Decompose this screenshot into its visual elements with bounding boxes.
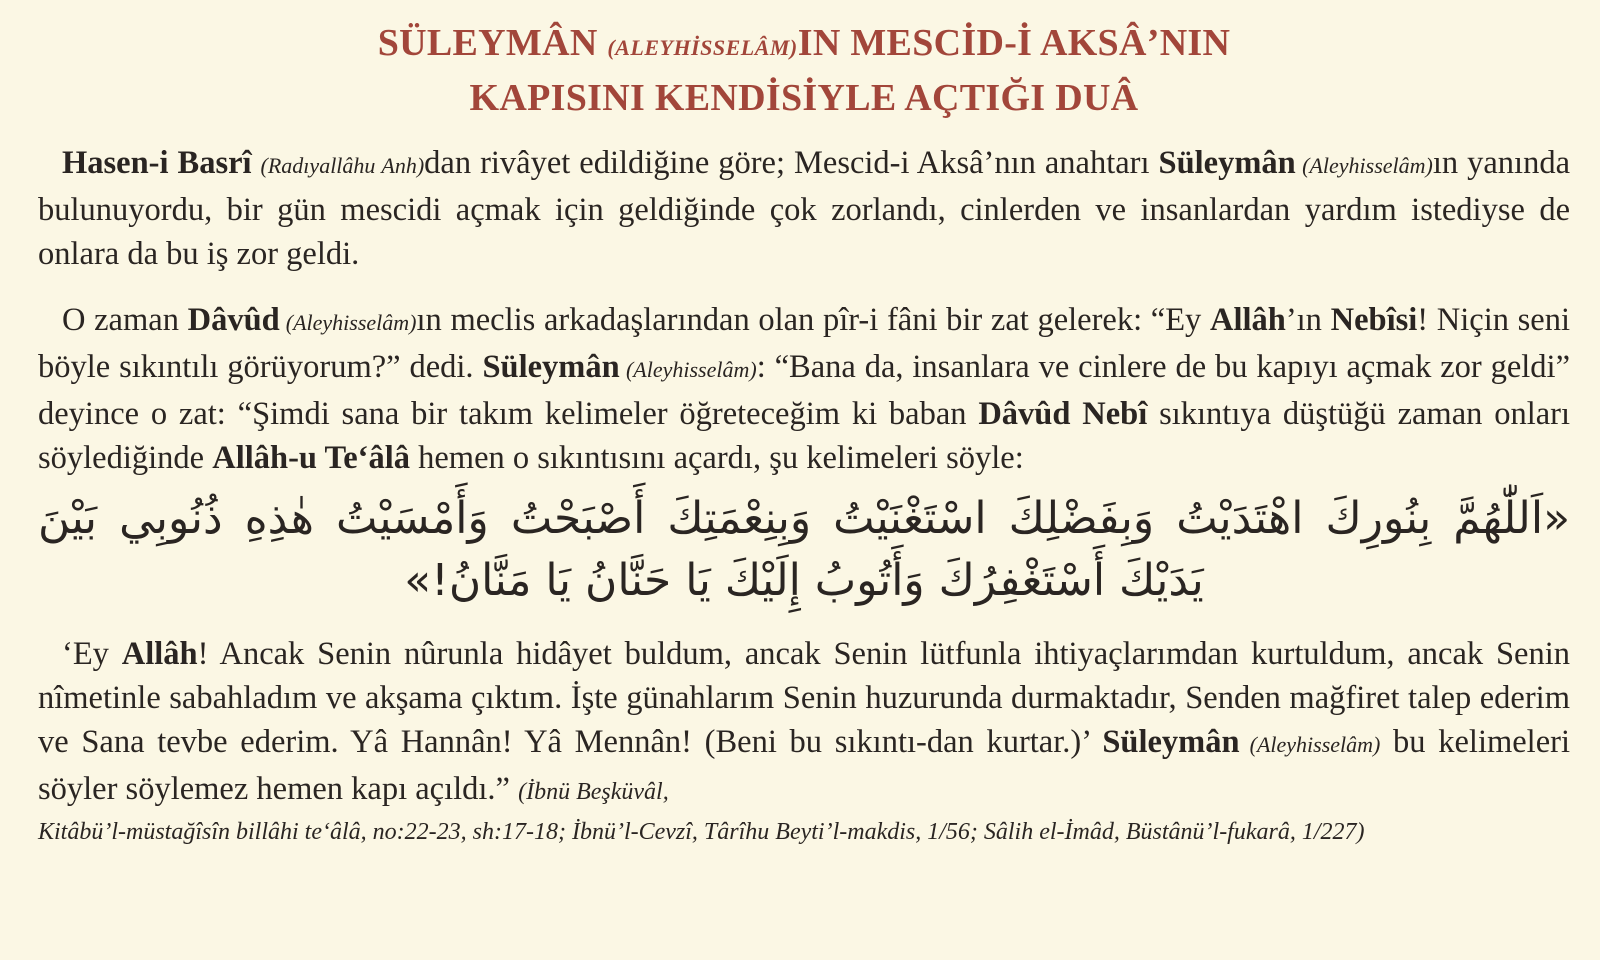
source-citation-start: (İbnü Beşküvâl, [518, 779, 669, 805]
paragraph-3 [38, 632, 1570, 814]
paragraph-1 [38, 141, 1570, 276]
title-honorific: (ALEYHİSSELÂM) [607, 35, 798, 60]
text: ‘Ey [62, 636, 122, 672]
paragraph-2 [38, 298, 1570, 480]
name-davud-nebi: Dâvûd Nebî [978, 396, 1148, 432]
name-suleyman: Süleymân [1158, 145, 1296, 181]
text: O zaman [62, 302, 188, 338]
name-suleyman: Süleymân [1102, 724, 1240, 760]
text: dan rivâyet edildiğine göre; Mescid-i Aksâ’nın anahtarı [424, 145, 1159, 181]
text: ! Niçin seni böyle sıkıntılı görüyorum?” dedi. [38, 302, 1571, 385]
source-citation: Kitâbü’l-müstağîsîn billâhi te‘âlâ, no:22-23, sh:17-18; İbnü’l-Cevzî, Târîhu Beyti’l-makdis, 1/56; Sâlih el-İmâd, Büstânü’l-fukarâ, 1/227) [38, 819, 1365, 845]
name-allah: Allâh [1209, 302, 1286, 338]
honorific: (Aleyhisselâm) [1239, 732, 1381, 757]
honorific: (Aleyhisselâm) [619, 357, 757, 382]
text: hemen o sıkıntısını açardı, şu kelimeleri söyle: [409, 440, 1024, 476]
text: ’ın [1285, 302, 1331, 338]
title-line1-a: SÜLEYMÂN [377, 22, 608, 64]
arabic-line-2: يَدَيْكَ أَسْتَغْفِرُكَ وَأَتُوبُ إِلَيْكَ يَا حَنَّانُ يَا مَنَّانُ!» [404, 555, 1204, 606]
honorific: (Aleyhisselâm) [279, 310, 417, 335]
text: ! Ancak Senin nûrunla hidâyet buldum, ancak Senin lütfunla ihtiyaçlarımdan kurtuldum, ancak Senin nîmetinle sabahladım ve akşama çıktım. İşte günahlarım Senin huzurunda durmaktadır, Senden mağfiret talep ederim ve Sana tevbe ederim. Yâ Hannân! Yâ Mennân! (Beni bu sıkıntı-dan kurtar.)’ [38, 636, 1570, 760]
title-line1-b: IN MESCİD-İ AKSÂ’NIN [797, 22, 1231, 64]
honorific: (Radıyallâhu Anh) [260, 153, 425, 178]
arabic-prayer [38, 488, 1570, 612]
text: ın yanında bulunuyordu, bir gün mescidi açmak için geldiğinde çok zorlandı, cinlerden ve insanlardan yardım istediyse de onlara da bu iş zor geldi. [38, 145, 1571, 272]
arabic-line-1: «اَللّٰهُمَّ بِنُورِكَ اهْتَدَيْتُ وَبِفَضْلِكَ اسْتَغْنَيْتُ وَبِنِعْمَتِكَ أَصْبَحْتُ وَأَمْسَيْتُ هٰذِهِ ذُنُوبِي بَيْنَ [38, 493, 1570, 544]
text: : “Bana da, insanlara ve cinlere de bu kapıyı açmak zor geldi” deyince o zat: “Şimdi sana bir takım kelimeler öğreteceğim ki baban [38, 349, 1570, 432]
honorific: (Aleyhisselâm) [1295, 153, 1433, 178]
title-line2: KAPISINI KENDİSİYLE AÇTIĞI DUÂ [469, 77, 1139, 119]
name-allah-teala: Allâh-u Te‘âlâ [212, 440, 410, 476]
name-allah: Allâh [121, 636, 198, 672]
name-nebisi: Nebîsi [1330, 302, 1418, 338]
name-davud: Dâvûd [187, 302, 280, 338]
page-title [38, 18, 1570, 123]
name-suleyman: Süleymân [482, 349, 620, 385]
text: bu kelimeleri söyler söylemez hemen kapı açıldı.” [38, 724, 1570, 807]
text: ın meclis arkadaşlarından olan pîr-i fâni bir zat gelerek: “Ey [416, 302, 1210, 338]
name-hasen-basri: Hasen-i Basrî [62, 145, 252, 181]
text: sıkıntıya düştüğü zaman onları söylediğinde [38, 396, 1570, 476]
